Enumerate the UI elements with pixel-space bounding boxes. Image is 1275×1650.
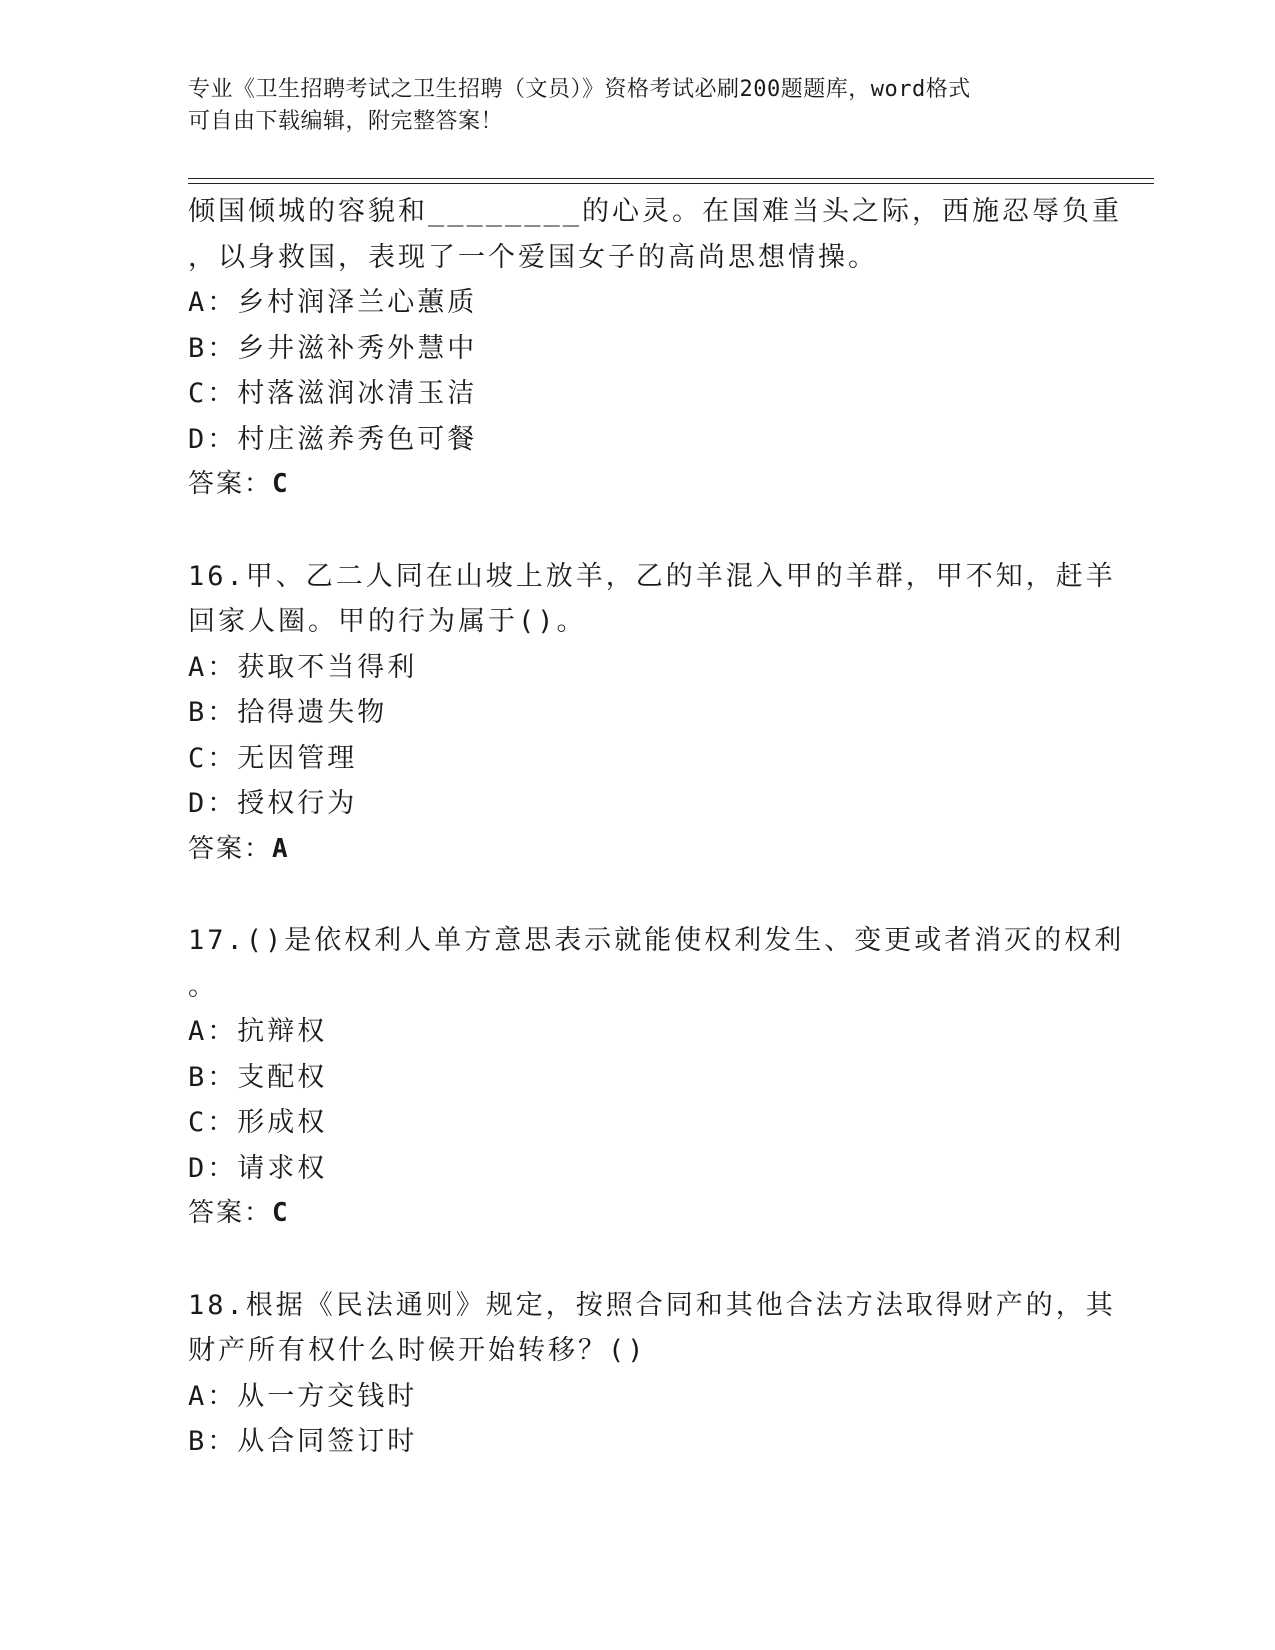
- header-divider-top: [188, 178, 1154, 179]
- option-c: C：无因管理: [188, 742, 358, 774]
- question-list: [188, 189, 1125, 1465]
- question-stem-line: 17.()是依权利人单方意思表示就能使权利发生、变更或者消灭的权利: [188, 925, 1125, 956]
- option-d: D：授权行为: [188, 788, 358, 819]
- question-stem-line: 回家人圈。甲的行为属于()。: [188, 606, 587, 637]
- option-c: C：形成权: [188, 1107, 328, 1138]
- option-b: B：从合同签订时: [188, 1426, 418, 1457]
- document-header: [188, 74, 1088, 138]
- question-stem-line: 18.根据《民法通则》规定，按照合同和其他合法方法取得财产的，其: [188, 1289, 1116, 1321]
- option-a: A：乡村润泽兰心蕙质: [188, 287, 478, 318]
- question-stem-line: 。: [188, 970, 218, 1002]
- option-d: D：村庄滋养秀色可餐: [188, 423, 478, 455]
- spacer: [188, 872, 1088, 918]
- question-stem-line: ，以身救国，表现了一个爱国女子的高尚思想情操。: [188, 241, 878, 273]
- question-item: [188, 1283, 1116, 1465]
- spacer: [188, 1237, 1088, 1283]
- answer-value: C: [272, 469, 290, 499]
- answer-line: [188, 462, 1088, 508]
- question-stem-line: 倾国倾城的容貌和________的心灵。在国难当头之际，西施忍辱负重: [188, 196, 1123, 227]
- question-item: [188, 189, 1123, 508]
- answer-line: [188, 1191, 1088, 1237]
- answer-value: C: [272, 1198, 290, 1228]
- answer-label: 答案：: [188, 833, 273, 864]
- question-stem-line: 财产所有权什么时候开始转移？(): [188, 1335, 647, 1366]
- question-item: [188, 554, 1116, 873]
- option-b: B：支配权: [188, 1061, 328, 1093]
- option-c: C：村落滋润冰清玉洁: [188, 378, 478, 409]
- answer-value: A: [272, 833, 290, 864]
- answer-label: 答案：: [188, 1198, 273, 1228]
- header-divider-bottom: [188, 183, 1154, 184]
- answer-label: 答案：: [188, 469, 273, 499]
- option-d: D：请求权: [188, 1152, 328, 1184]
- option-b: B：拾得遗失物: [188, 697, 388, 728]
- question-item: [188, 918, 1125, 1237]
- option-a: A：获取不当得利: [188, 651, 418, 683]
- option-a: A：从一方交钱时: [188, 1380, 418, 1412]
- answer-line: [188, 827, 1088, 873]
- header-line-1: 专业《卫生招聘考试之卫生招聘（文员）》资格考试必刷200题题库，word格式: [188, 77, 971, 102]
- option-b: B：乡井滋补秀外慧中: [188, 332, 478, 364]
- header-line-2: 可自由下载编辑，附完整答案！: [188, 109, 504, 134]
- question-stem-line: 16.甲、乙二人同在山坡上放羊，乙的羊混入甲的羊群，甲不知，赶羊: [188, 560, 1116, 592]
- option-a: A：抗辩权: [188, 1016, 328, 1047]
- spacer: [188, 508, 1088, 554]
